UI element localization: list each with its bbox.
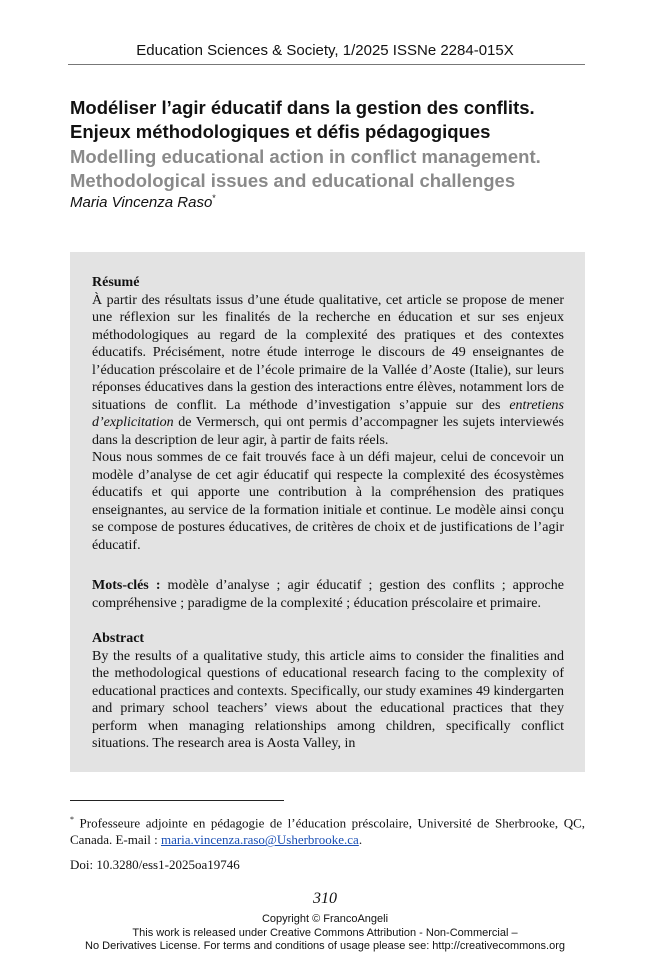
- resume-p1-text-a: À partir des résultats issus d’une étude qualitative, cet article se propose de mener une réflexion sur les finalités de la recherche en éducation et sur ses enjeux méthodologiques au regard de la complexité des pratiques et des contextes éducatifs. Précisément, notre étude interroge le discours de 49 enseignantes de l’éducation préscolaire et de l’école primaire de la Vallée d’Aoste (Italie), sur leurs réponses éducatives dans la gestion des interactions entre élèves, notamment lors de situations de conflit. La méthode d’investigation s’appuie sur des: [92, 292, 564, 413]
- article-title-french: Modéliser l’agir éducatif dans la gestion des conflits. Enjeux méthodologiques et défis pédagogiques: [70, 97, 535, 142]
- page-number: 310: [313, 890, 337, 907]
- footnote-end: .: [358, 832, 363, 848]
- copyright-line-1: Copyright © FrancoAngeli: [261, 913, 389, 925]
- keywords-text: modèle d’analyse ; agir éducatif ; gestion des conflits ; approche compréhensive ; paradigme de la complexité ; éducation préscolaire et primaire.: [92, 578, 564, 611]
- footnote-divider: [70, 800, 284, 801]
- footnote-email-link[interactable]: maria.vincenza.raso@Usherbrooke.ca: [160, 832, 359, 848]
- journal-header: Education Sciences & Society, 1/2025 ISSNe 2284-015X: [136, 42, 514, 59]
- resume-p1-text-b: de Vermersch, qui ont permis d’accompagner les sujets interviewés dans la description de leur agir, à partir de faits réels.: [92, 415, 564, 448]
- footnote: [70, 811, 585, 848]
- keywords-section: [92, 577, 564, 612]
- resume-p1-italic: entretiens d’explicitation: [92, 397, 564, 430]
- copyright-notice: [0, 913, 650, 954]
- footnote-marker: *: [70, 815, 74, 824]
- abstract-text: By the results of a qualitative study, this article aims to consider the finalities and the methodological questions of educational research facing to the complexity of educational practices and contexts. Specifically, our study examines 49 kindergarten and primary school teachers’ views about the educational practices that they perform when managing relationships among children, specifically conflict situations. The research area is Aosta Valley, in: [92, 648, 564, 751]
- resume-heading: Résumé: [92, 275, 140, 290]
- keywords-label: Mots-clés :: [92, 578, 161, 593]
- abstract-heading: Abstract: [92, 631, 145, 646]
- author-footnote-marker: *: [212, 193, 216, 203]
- copyright-line-3: No Derivatives License. For terms and conditions of usage please see: http://creativecommons.org: [85, 940, 565, 952]
- author-name: Maria Vincenza Raso: [70, 194, 213, 211]
- article-title-english: Modelling educational action in conflict management. Methodological issues and educational challenges: [70, 146, 541, 191]
- resume-section: [92, 274, 564, 554]
- abstract-box: [70, 252, 585, 772]
- resume-paragraph-1: [92, 292, 564, 450]
- header-divider: [68, 64, 585, 65]
- doi: Doi: 10.3280/ess1-2025oa19746: [70, 857, 240, 872]
- copyright-line-2: This work is released under Creative Commons Attribution - Non-Commercial –: [132, 926, 518, 939]
- resume-paragraph-2: Nous nous sommes de ce fait trouvés face à un défi majeur, celui de concevoir un modèle d’analyse de cet agir éducatif qui respecte la complexité des écosystèmes éducatifs et qui apporte une contribution à la compréhension des pratiques enseignantes, au service de la formation initiale et continue. Le modèle ainsi conçu se compose de postures éducatives, de critères de choix et de justifications de l’agir éducatif.: [92, 450, 564, 553]
- footnote-text: Professeure adjointe en pédagogie de l’éducation préscolaire, Université de Sherbrooke, QC, Canada. E-mail :: [70, 815, 585, 848]
- abstract-section: [92, 630, 564, 762]
- author-line: [70, 193, 216, 211]
